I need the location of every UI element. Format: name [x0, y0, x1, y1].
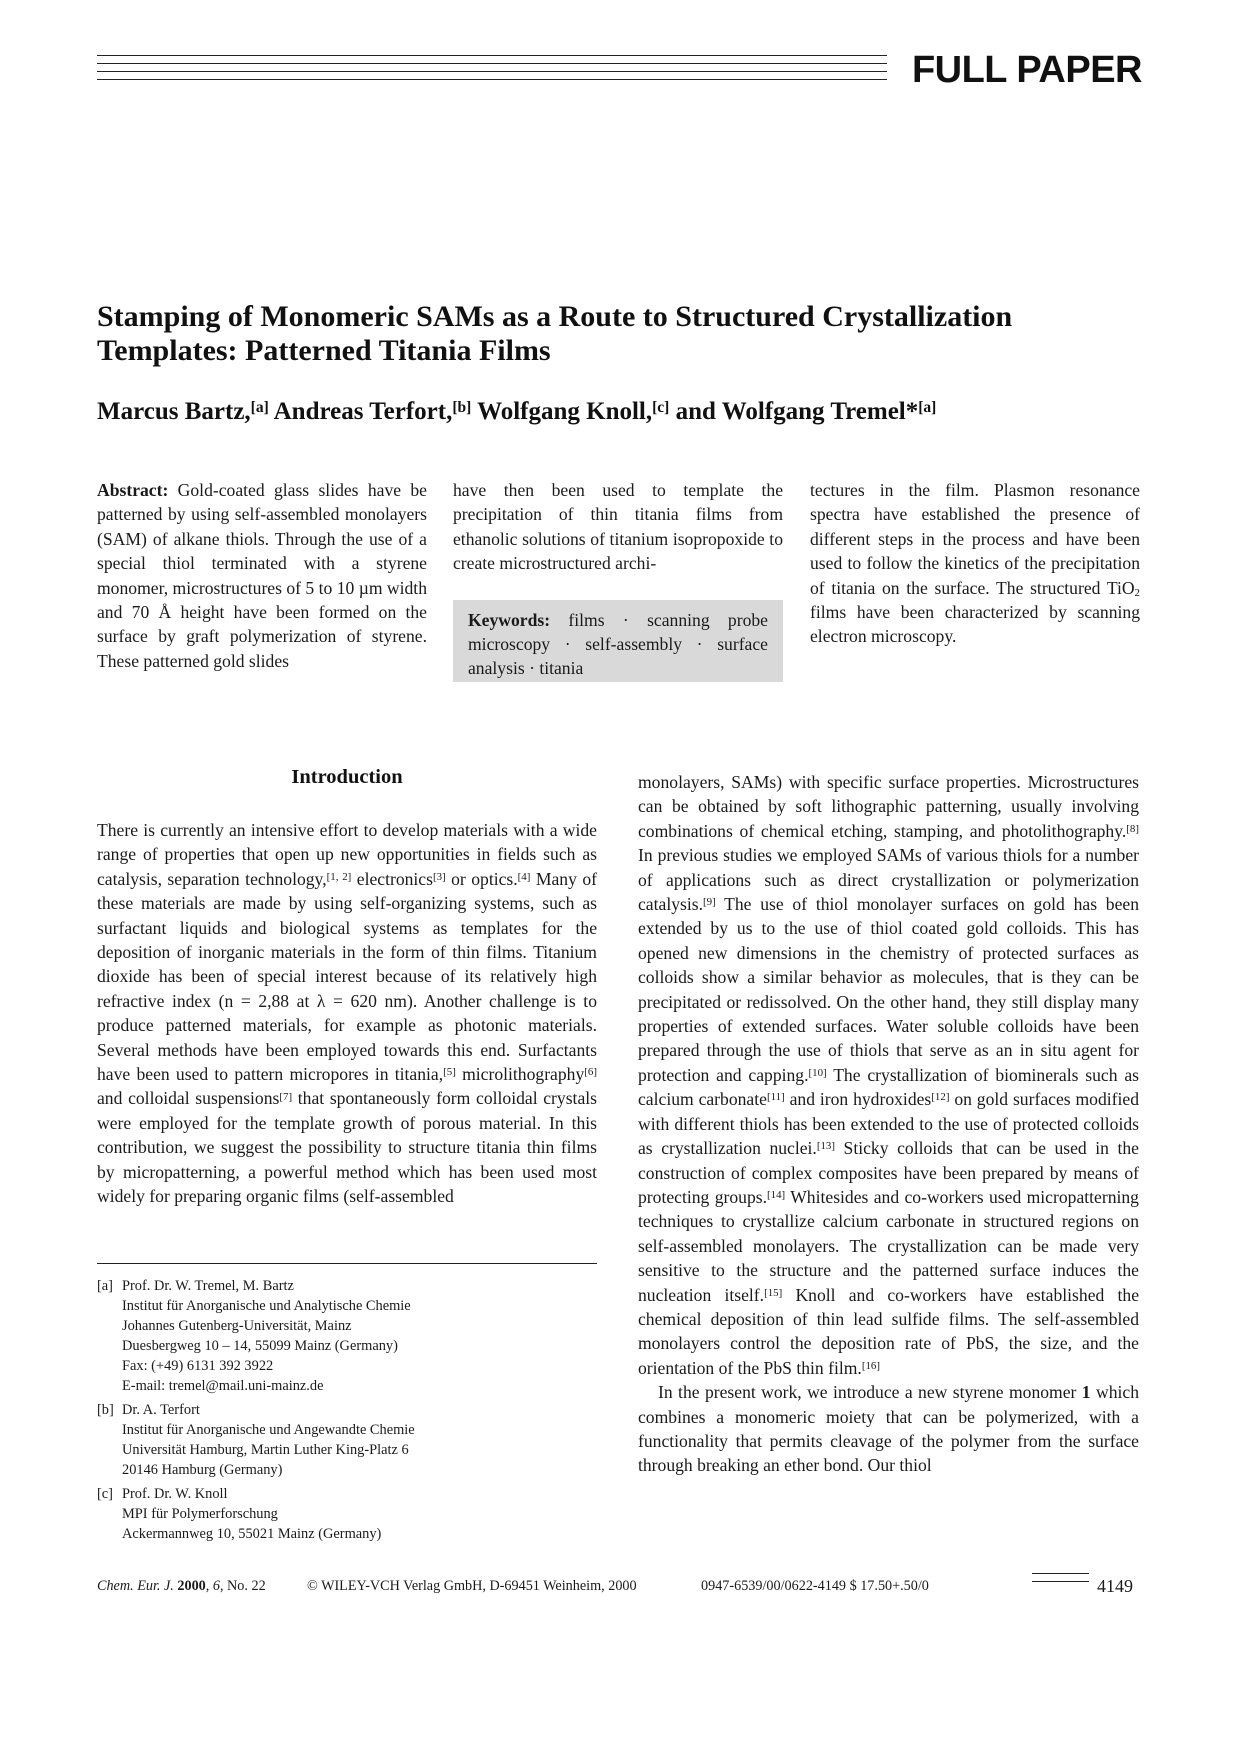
title-line-2: Templates: Patterned Titania Films [97, 334, 551, 367]
compound-number: 1 [1081, 1382, 1091, 1403]
keywords-label: Keywords: [468, 610, 551, 630]
intro-paragraph-1 [97, 818, 597, 1209]
citation-ref: [1, 2] [326, 870, 352, 883]
affiliation-line: Dr. A. Terfort [122, 1402, 200, 1418]
text-run: that spontaneously form colloidal crystals were employed for the template growth of porous material. In this contribution, we suggest the possibility to structure titania thin films by micropatterning, a powerful method which has been used most widely for preparing organic films (self-assembled [97, 1088, 597, 1207]
citation-ref: [14] [766, 1189, 786, 1201]
author-3: Wolfgang Knoll,[c] [477, 398, 670, 425]
abstract-text-1: Gold-coated glass slides have be patterned by using self-assembled monolayers (SAM) of alkane thiols. Through the use of a special thiol terminated with a styrene monomer, microstructures of 5 to 10 µm width and 70 Å height have been formed on the surface by graft polymerization of styrene. These patterned gold slides [97, 480, 427, 671]
affiliation-line: E-mail: tremel@mail.uni-mainz.de [122, 1378, 324, 1394]
affiliation-line: 20146 Hamburg (Germany) [122, 1462, 283, 1478]
footnote-rule [97, 1263, 597, 1264]
text-run: The use of thiol monolayer surfaces on gold has been extended by us to the use of thiol coated gold colloids. This has opened new dimensions in the chemistry of protected surfaces as colloids show a similar behavior as molecules, that is they can be precipitated or redissolved. On the other hand, they still display many properties of extended surfaces. Water soluble colloids have been prepared through the use of thiols that serve as an in situ agent for protection and capping. [638, 894, 1139, 1085]
affiliation-line: Ackermannweg 10, 55021 Mainz (Germany) [122, 1526, 382, 1542]
citation-ref: [3] [432, 870, 446, 883]
author-2: Andreas Terfort,[b] [273, 398, 472, 425]
text-run: on gold surfaces modified with different thiols has been extended to the use of protected colloids as crystallization nuclei. [638, 1089, 1139, 1159]
affiliations-list [97, 1276, 597, 1548]
keywords-box [453, 600, 783, 682]
author-4: Wolfgang Tremel*[a] [721, 398, 937, 425]
affiliation-note [97, 1276, 597, 1396]
article-title [97, 300, 1147, 368]
abstract-column-2 [453, 478, 783, 576]
affiliation-mark: [a] [97, 1278, 113, 1294]
author-conjunction: and [675, 398, 716, 425]
citation-ref: [5] [443, 1066, 456, 1079]
affiliation-line: Fax: (+49) 6131 392 3922 [122, 1358, 274, 1374]
intro-paragraph-1-cont [638, 770, 1139, 1380]
citation-ref: [9] [702, 896, 716, 909]
text-run: or optics. [445, 868, 518, 889]
text-run: and iron hydroxides [784, 1089, 932, 1110]
citation-ref: [6] [584, 1066, 597, 1079]
citation-ref: [4] [517, 870, 531, 883]
intro-heading: Introduction [291, 766, 403, 788]
page-footer [97, 1576, 1139, 1602]
affiliation-line: Prof. Dr. W. Tremel, M. Bartz [122, 1278, 294, 1294]
affiliation-line: Johannes Gutenberg-Universität, Mainz [122, 1318, 352, 1334]
author-1: Marcus Bartz,[a] [97, 398, 269, 425]
citation-ref: [16] [861, 1359, 880, 1372]
text-run: which combines a monomeric moiety that can be polymerized, with a functionality that permits cleavage of the polymer from the surface through breaking an ether bond. Our thiol [638, 1382, 1139, 1476]
section-label: FULL PAPER [911, 49, 1142, 91]
text-run: In previous studies we employed SAMs of various thiols for a number of applications such as direct crystallization or polymerization catalysis. [638, 845, 1139, 915]
title-line-1: Stamping of Monomeric SAMs as a Route to Structured Crystallization [97, 300, 1013, 333]
text-run: monolayers, SAMs) with specific surface properties. Microstructures can be obtained by soft lithographic patterning, usually involving combinations of chemical etching, stamping, and photolithography. [638, 772, 1139, 841]
text-run: Many of these materials are made by using self-organizing systems, such as surfactant liquids and biological systems as templates for the deposition of inorganic materials in the form of thin films. Titanium dioxide has been of special interest because of its relatively high refractive index (n = 2,88 at λ = 620 nm). Another challenge is to produce patterned materials, for example as photonic materials. Several methods have been employed towards this end. Surfactants have been used to pattern micropores in titania, [97, 868, 597, 1085]
affiliation-line: Prof. Dr. W. Knoll [122, 1486, 228, 1502]
page-number: 4149 [1097, 1576, 1133, 1596]
footer-citation: Chem. Eur. J. 2000, 6 , No. 22 [97, 1578, 266, 1594]
affiliation-mark: [c] [97, 1486, 113, 1502]
text-run: Whitesides and co-workers used micropatterning techniques to crystallize calcium carbonate in structured regions on self-assembled monolayers. The crystallization can be made very sensitive to the structure and the patterned surface induces the nucleation itself. [638, 1186, 1139, 1305]
text-run: In the present work, we introduce a new styrene monomer [658, 1382, 1082, 1403]
text-run: microlithography [455, 1064, 585, 1085]
text-run: Knoll and co-workers have established the chemical deposition of thin lead sulfide films. The self-assembled monolayers control the deposition rate of PbS, the size, and the orientation of the PbS thin film. [638, 1284, 1139, 1378]
body-right-column [638, 770, 1139, 1478]
affiliation-line: Institut für Anorganische und Angewandte Chemie [122, 1422, 415, 1438]
citation-ref: [8] [1126, 822, 1139, 835]
citation-ref: [12] [931, 1091, 950, 1104]
abstract-text-2: have then been used to template the precipitation of thin titania films from ethanolic solutions of titanium isopropoxide to create microstructured archi- [453, 480, 783, 574]
text-run: and colloidal suspensions [97, 1088, 280, 1109]
header-rules [97, 55, 887, 81]
author-list [97, 396, 1147, 428]
keywords-text: films · scanning probe microscopy · self-assembly · surface analysis · titania [468, 610, 768, 678]
affiliation-mark: [b] [97, 1402, 114, 1418]
affiliation-line: Duesbergweg 10 – 14, 55099 Mainz (Germany) [122, 1338, 398, 1354]
affiliation-line: Institut für Anorganische und Analytische Chemie [122, 1298, 411, 1314]
abstract-label: Abstract: [97, 480, 169, 500]
text-run: The crystallization of biominerals such as calcium carbonate [638, 1064, 1139, 1110]
footer-rules [1032, 1573, 1089, 1583]
citation-ref: [15] [764, 1286, 783, 1299]
footer-copyright: © WILEY-VCH Verlag GmbH, D-69451 Weinheim, 2000 [307, 1578, 637, 1594]
affiliation-line: Universität Hamburg, Martin Luther King-Platz 6 [122, 1442, 409, 1458]
intro-paragraph-2 [638, 1380, 1139, 1478]
text-run: Sticky colloids that can be used in the construction of complex composites have been prepared by means of protecting groups. [638, 1138, 1139, 1207]
affiliation-note [97, 1400, 597, 1480]
citation-ref: [7] [279, 1090, 293, 1103]
abstract-column-3: tectures in the film. Plasmon resonance spectra have established the presence of different steps in the process and have been used to follow the kinetics of the precipitation of titania on the surface. The structured TiO$_2$ films have been characterized by scanning electron microscopy. [810, 480, 1140, 647]
body-left-column [97, 818, 597, 1209]
affiliation-line: MPI für Polymerforschung [122, 1506, 278, 1522]
abstract-column-1 [97, 478, 427, 673]
citation-ref: [11] [766, 1091, 785, 1104]
text-run: There is currently an intensive effort to develop materials with a wide range of properties that open up new opportunities in fields such as catalysis, separation technology, [97, 820, 597, 889]
footer-issn: 0947-6539/00/0622-4149 $ 17.50+.50/0 [701, 1578, 929, 1594]
text-run: electronics [351, 868, 433, 889]
affiliation-note [97, 1484, 597, 1544]
citation-ref: [10] [808, 1066, 827, 1079]
citation-ref: [13] [816, 1140, 835, 1153]
